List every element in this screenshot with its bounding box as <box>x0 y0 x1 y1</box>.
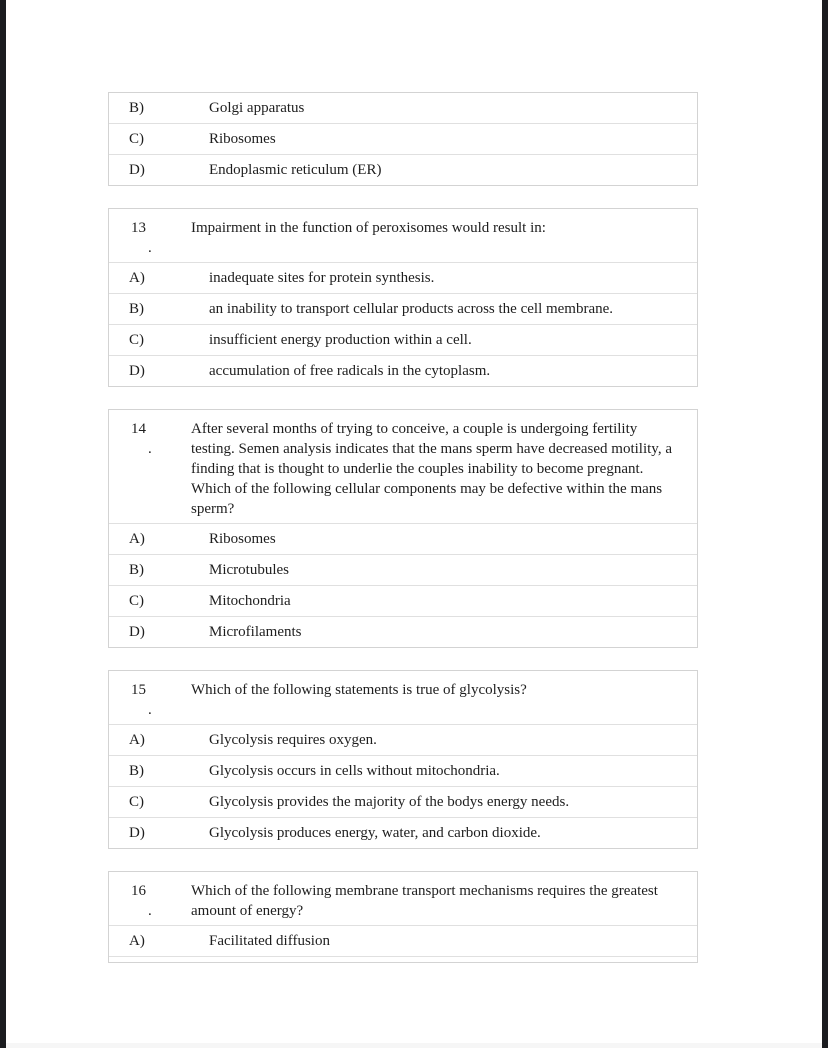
option-letter: D) <box>129 161 145 178</box>
question-header-row <box>109 410 697 523</box>
question-table-16 <box>108 871 698 963</box>
option-letter: C) <box>129 331 144 348</box>
option-text: Glycolysis requires oxygen. <box>209 731 377 748</box>
option-text: Ribosomes <box>209 130 276 147</box>
quiz-content <box>108 92 698 985</box>
option-row <box>109 925 697 956</box>
option-letter: D) <box>129 824 145 841</box>
option-text: Mitochondria <box>209 592 291 609</box>
question-number-value: 15 <box>131 682 146 698</box>
option-letter: C) <box>129 130 144 147</box>
option-row <box>109 786 697 817</box>
option-row <box>109 817 697 848</box>
option-text: Glycolysis produces energy, water, and carbon dioxide. <box>209 824 541 841</box>
question-text: Impairment in the function of peroxisomes would result in: <box>191 220 546 236</box>
option-text: an inability to transport cellular products across the cell membrane. <box>209 300 614 317</box>
question-number-dot: . <box>148 441 152 457</box>
option-row <box>109 554 697 585</box>
option-text: Glycolysis provides the majority of the bodys energy needs. <box>209 793 570 810</box>
option-text: Glycolysis occurs in cells without mitochondria. <box>209 762 500 779</box>
option-row <box>109 755 697 786</box>
option-row <box>109 355 697 386</box>
question-number-dot: . <box>148 240 152 256</box>
option-text: Microfilaments <box>209 623 302 640</box>
option-row <box>109 123 697 154</box>
option-text: inadequate sites for protein synthesis. <box>209 269 435 286</box>
option-text: Microtubules <box>209 561 289 578</box>
option-row <box>109 293 697 324</box>
option-row <box>109 616 697 647</box>
option-text: Golgi apparatus <box>209 99 305 116</box>
option-letter: B) <box>129 561 144 578</box>
question-number-value: 14 <box>131 421 146 437</box>
clipped-option-row <box>109 956 697 962</box>
question-header-row <box>109 872 697 925</box>
question-text: Which of the following statements is true of glycolysis? <box>191 682 527 698</box>
question-number-value: 16 <box>131 883 146 899</box>
option-row <box>109 262 697 293</box>
page-bottom-strip <box>6 1043 822 1048</box>
option-letter: A) <box>129 932 145 949</box>
question-number <box>109 410 191 523</box>
option-text: insufficient energy production within a cell. <box>209 331 472 348</box>
option-letter: B) <box>129 762 144 779</box>
question-table-partial <box>108 92 698 186</box>
option-letter: D) <box>129 623 145 640</box>
option-row <box>109 585 697 616</box>
option-text: Ribosomes <box>209 530 276 547</box>
option-row <box>109 523 697 554</box>
option-row <box>109 724 697 755</box>
question-table-15 <box>108 670 698 849</box>
question-text: Which of the following membrane transport mechanisms requires the greatest amount of energy? <box>191 883 658 919</box>
question-number-value: 13 <box>131 220 146 236</box>
option-row <box>109 93 697 123</box>
option-letter: D) <box>129 362 145 379</box>
option-text: accumulation of free radicals in the cytoplasm. <box>209 362 491 379</box>
option-text: Facilitated diffusion <box>209 932 330 949</box>
question-number-dot: . <box>148 903 152 919</box>
question-number <box>109 671 191 724</box>
question-table-14 <box>108 409 698 648</box>
option-letter: C) <box>129 592 144 609</box>
option-letter: A) <box>129 731 145 748</box>
option-letter: B) <box>129 300 144 317</box>
question-text: After several months of trying to conceive, a couple is undergoing fertility testing. Semen analysis indicates that the mans sperm have decreased motility, a finding that is thought to underlie the couples inability to become pregnant. Which of the following cellular components may be defective within the mans sperm? <box>191 421 672 517</box>
page-edge-bar-right <box>822 0 828 1048</box>
option-row <box>109 324 697 355</box>
question-table-13 <box>108 208 698 387</box>
option-letter: A) <box>129 269 145 286</box>
option-letter: C) <box>129 793 144 810</box>
page-edge-bar-left <box>0 0 6 1048</box>
option-text: Endoplasmic reticulum (ER) <box>209 161 382 178</box>
question-number <box>109 872 191 925</box>
option-row <box>109 154 697 185</box>
question-header-row <box>109 671 697 724</box>
question-number <box>109 209 191 262</box>
question-number-dot: . <box>148 702 152 718</box>
option-letter: A) <box>129 530 145 547</box>
question-header-row <box>109 209 697 262</box>
option-letter: B) <box>129 99 144 116</box>
